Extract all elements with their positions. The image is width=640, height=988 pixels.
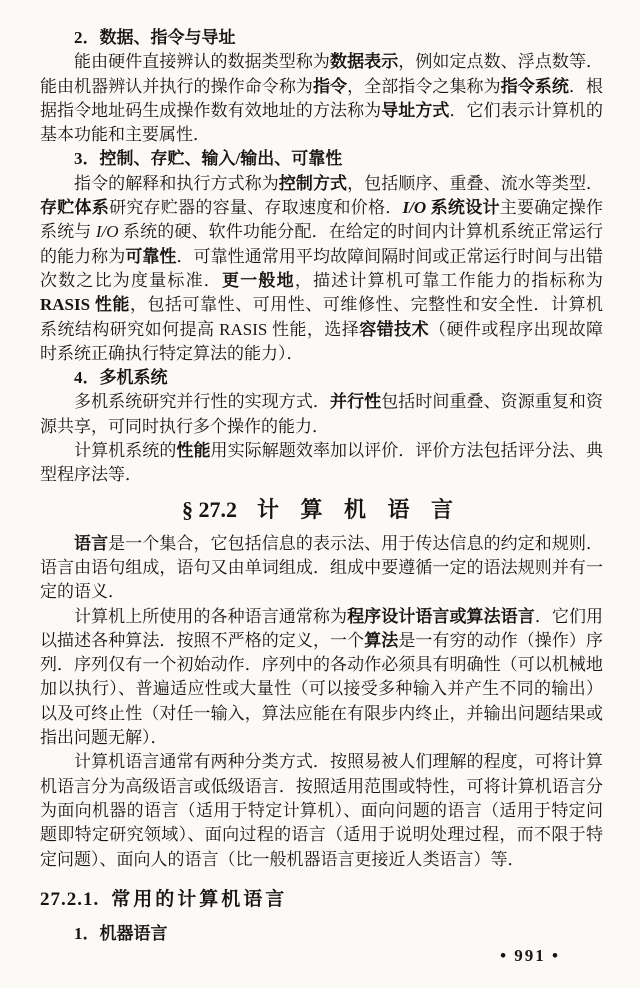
text-run: 4．多机系统 <box>74 368 168 388</box>
text-run: 存贮体系 <box>40 198 110 218</box>
content <box>40 26 603 946</box>
text-run: 包括时间重叠、资源重复和资源共享，可同时执行多个操作的能力． <box>40 392 604 436</box>
text-run: I/O <box>95 222 119 242</box>
text-run: I/O <box>402 198 431 218</box>
text-run: ．根据指令地址码生成操作数有效地址的方法称为 <box>40 76 603 120</box>
page-number: • 991 • <box>500 946 560 965</box>
text-run: 指令的解释和执行方式称为 <box>74 173 279 193</box>
text-run: ，全部指令之集称为 <box>347 76 501 96</box>
text-run: § 27.2 <box>181 496 237 522</box>
text-run: ，描述计算机可靠工作能力的指标称为 <box>294 270 604 290</box>
text-run: 能由硬件直接辨认的数据类型称为 <box>74 52 330 72</box>
text-run: 系统的硬、软件功能分配．在给定的时间内计算机系统正常运行的能力称为 <box>40 222 604 266</box>
text-run: 计算机语言通常有两种分类方式．按照易被人们理解的程度，可将计算机语言分为高级语言或低级语言．按照适用范围或特性，可将计算机语言分为面向机器的语言（适用于特定计算机）、面向问题的语言（适用于特定问题即特定研究领域）、面向过程的语言（适用于说明处理过程，而不限于特定问题）、面向人的语言（比一般机器语言更接近人类语言）等． <box>40 752 603 869</box>
section-title-computer-languages <box>40 495 603 525</box>
text-run: 指令 <box>313 76 348 96</box>
text-run: ．它们表示计算机的基本功能和主要属性． <box>40 100 603 145</box>
heading-control-storage-io-reliability <box>40 147 603 171</box>
para-programming-languages-algorithms <box>40 605 603 751</box>
text-run: RASIS 性能 <box>40 295 130 315</box>
text-run: 常用的计算机语言 <box>111 888 288 910</box>
text-run: 多机系统研究并行性的实现方式． <box>74 392 330 412</box>
text-run: ，包括顺序、重叠、流水等类型． <box>347 173 604 193</box>
text-run: 数据表示 <box>330 52 399 72</box>
para-data-representation <box>40 50 603 147</box>
para-parallelism <box>40 390 603 439</box>
text-run: ，包括可靠性、可用性、可维修性、完整性和安全性．计算机系统结构研究如何提高 RASIS 性能，选择 <box>40 295 603 339</box>
text-run: 算法 <box>364 630 399 650</box>
text-run: 程序设计语言或算法语言 <box>347 606 535 626</box>
text-run: ．它们用以描述各种算法．按照不严格的定义，一个 <box>40 606 604 650</box>
para-control-reliability <box>40 172 603 366</box>
text-run: 研究存贮器的容量、存取速度和价格． <box>109 198 403 218</box>
text-run: 系统设计 <box>430 198 500 218</box>
text-run: 是一有穷的动作（操作）序列．序列仅有一个初始动作．序列中的各动作必须具有明确性（可以机械地加以执行）、普遍适应性或大量性（可以接受多种输入并产生不同的输出）以及可终止性（对任一输入，算法应能在有限步内终止，并输出问题结果或指出问题无解）． <box>40 630 603 748</box>
text-run: 1．机器语言 <box>74 923 168 943</box>
text-run: 可靠性 <box>125 246 177 266</box>
text-run: 导址方式 <box>381 100 450 120</box>
heading-multiprocessor-systems <box>40 366 603 390</box>
text-run: 主要确定操作系统与 <box>40 198 604 242</box>
text-run: 控制方式 <box>278 173 348 193</box>
text-run: 用实际解题效率加以评价．评价方法包括评分法、典型程序法等． <box>40 441 604 485</box>
text-run: 性能 <box>176 441 211 461</box>
text-run: 计算机上所使用的各种语言通常称为 <box>74 606 348 626</box>
para-language-classification <box>40 750 603 871</box>
text-run: 27.2.1. <box>40 888 100 910</box>
para-performance-evaluation <box>40 439 603 488</box>
text-run: ．可靠性通常用平均故障间隔时间或正常运行时间与出错次数之比为度量标准． <box>40 246 603 290</box>
text-run: 容错技术 <box>359 319 430 339</box>
para-language-definition <box>40 532 603 605</box>
text-run: 指令系统 <box>500 76 569 96</box>
text-run: ，例如定点数、浮点数等．能由机器辨认并执行的操作命令称为 <box>40 52 604 96</box>
text-run: 并行性 <box>330 392 382 412</box>
heading-data-instructions-addressing <box>40 26 603 50</box>
heading-machine-language <box>40 922 603 946</box>
text-run: 语言 <box>74 533 109 553</box>
subsection-title-common-languages <box>40 887 603 913</box>
text-run: 3．控制、存贮、输入/输出、可靠性 <box>74 149 343 169</box>
text-run: 2．数据、指令与导址 <box>74 28 236 47</box>
text-run: （硬件或程序出现故障时系统正确执行特定算法的能力）． <box>40 319 604 363</box>
text-run: 计 算 机 语 言 <box>256 496 461 522</box>
text-run: 是一个集合，它包括信息的表示法、用于传达信息的约定和规则．语言由语句组成，语句又由单词组成．组成中要遵循一定的语法规则并有一定的语义． <box>40 533 604 602</box>
text-run: 更一般地 <box>222 270 295 290</box>
text-run: 计算机系统的 <box>74 441 177 461</box>
